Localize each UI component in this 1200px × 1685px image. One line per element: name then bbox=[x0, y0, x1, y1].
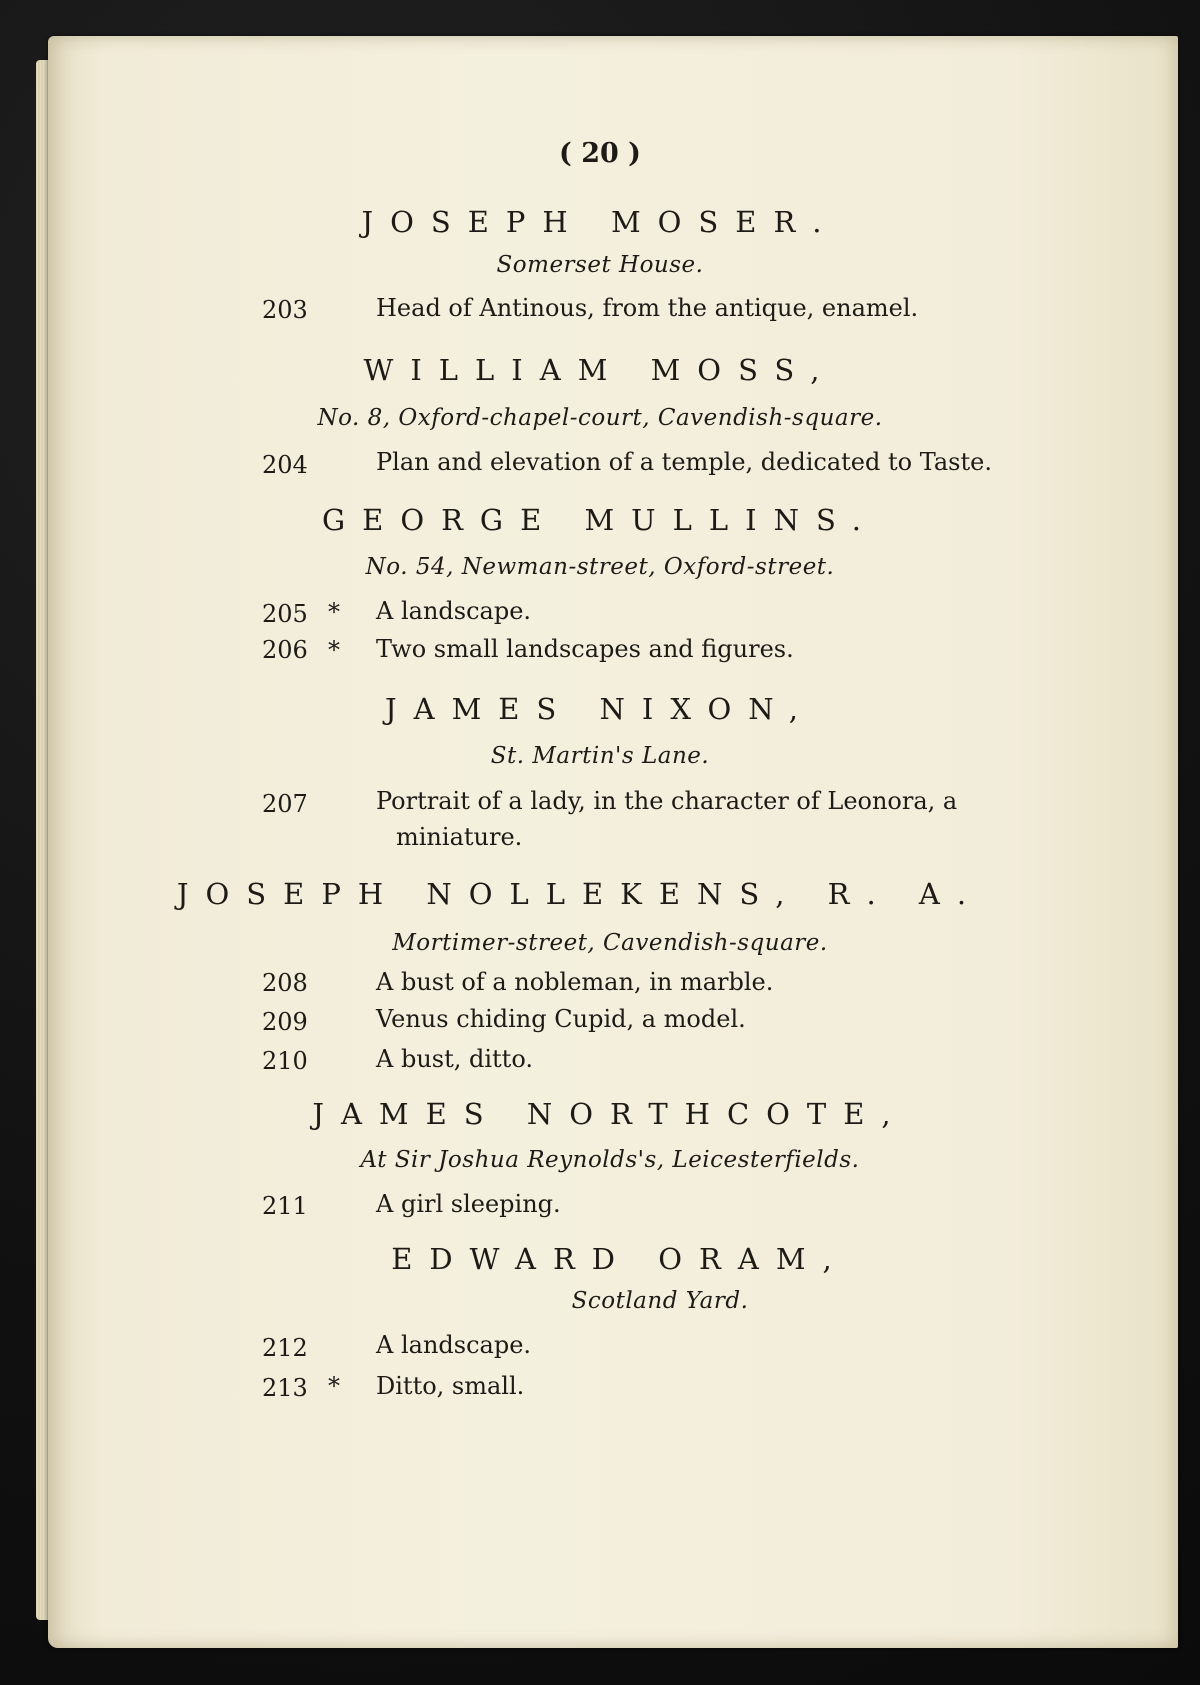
entry-title: Two small landscapes and figures. bbox=[376, 635, 794, 663]
entry-title: A bust, ditto. bbox=[376, 1045, 533, 1073]
entry-title: A landscape. bbox=[376, 597, 532, 625]
entry-title: A girl sleeping. bbox=[376, 1190, 561, 1218]
entry-number: 213 bbox=[262, 1374, 308, 1402]
artist-name: GEORGE MULLINS. bbox=[321, 503, 879, 537]
entry-title: Head of Antinous, from the antique, enamel. bbox=[376, 294, 919, 322]
artist-address: St. Martin's Lane. bbox=[490, 743, 710, 769]
entry-title: Ditto, small. bbox=[376, 1372, 525, 1400]
asterisk-mark: * bbox=[328, 598, 340, 626]
entry-title: Portrait of a lady, in the character of Leonora, a bbox=[376, 787, 958, 815]
entry-number: 207 bbox=[262, 790, 308, 818]
entry-number: 210 bbox=[262, 1047, 308, 1075]
artist-name: WILLIAM MOSS, bbox=[363, 353, 837, 387]
artist-address: Mortimer-street, Cavendish-square. bbox=[392, 930, 828, 956]
artist-name: JAMES NIXON, bbox=[385, 692, 815, 726]
asterisk-mark: * bbox=[328, 636, 340, 664]
entry-continuation: miniature. bbox=[396, 823, 523, 851]
artist-name: JOSEPH NOLLEKENS, R. A. bbox=[176, 877, 984, 911]
artist-name: EDWARD ORAM, bbox=[391, 1242, 849, 1276]
artist-address: At Sir Joshua Reynolds's, Leicesterfields. bbox=[360, 1147, 860, 1173]
entry-title: Venus chiding Cupid, a model. bbox=[376, 1005, 746, 1033]
entry-number: 212 bbox=[262, 1334, 308, 1362]
artist-address: No. 54, Newman-street, Oxford-street. bbox=[365, 554, 835, 580]
entry-title: A bust of a nobleman, in marble. bbox=[376, 968, 774, 996]
entry-number: 211 bbox=[262, 1192, 308, 1220]
entry-title: A landscape. bbox=[376, 1331, 532, 1359]
artist-address: No. 8, Oxford-chapel-court, Cavendish-square. bbox=[317, 405, 883, 431]
artist-name: JOSEPH MOSER. bbox=[361, 205, 839, 239]
artist-address: Scotland Yard. bbox=[571, 1288, 749, 1314]
asterisk-mark: * bbox=[328, 1372, 340, 1400]
entry-title: Plan and elevation of a temple, dedicated to Taste. bbox=[376, 448, 992, 476]
entry-number: 206 bbox=[262, 636, 308, 664]
entry-number: 209 bbox=[262, 1008, 308, 1036]
artist-address: Somerset House. bbox=[496, 252, 704, 278]
entry-number: 204 bbox=[262, 451, 308, 479]
entry-number: 205 bbox=[262, 600, 308, 628]
page-number: ( 20 ) bbox=[559, 138, 641, 169]
entry-number: 203 bbox=[262, 296, 308, 324]
artist-name: JAMES NORTHCOTE, bbox=[312, 1097, 908, 1131]
entry-number: 208 bbox=[262, 969, 308, 997]
